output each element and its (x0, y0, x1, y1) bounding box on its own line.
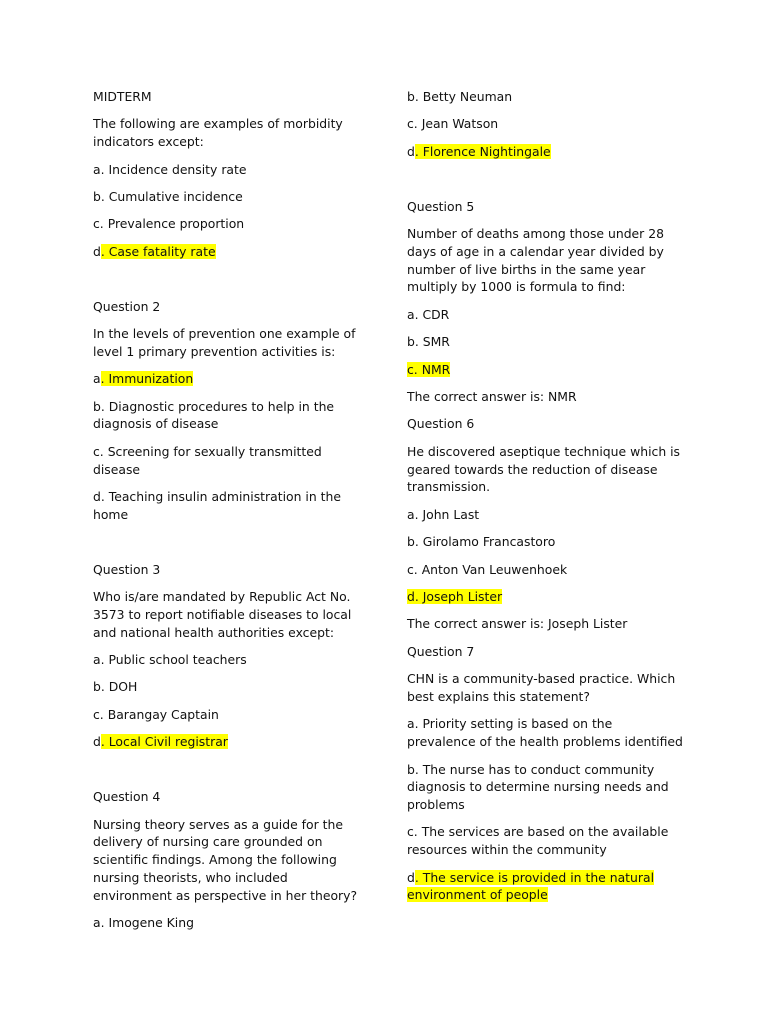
question-6-option-a: a. John Last (407, 506, 480, 522)
question-1-option-b: b. Cumulative incidence (93, 188, 243, 204)
question-2-option-a (93, 370, 369, 388)
question-6-text: He discovered aseptique technique which is geared towards the reduction of disease transmission. (407, 443, 681, 495)
highlighted-answer: c. NMR (407, 361, 451, 377)
spacer (93, 533, 369, 561)
question-3-option-a: a. Public school teachers (93, 652, 247, 668)
question-6-heading: Question 6 (407, 416, 475, 432)
highlighted-answer: . Case fatality rate (100, 243, 216, 259)
option-letter: d (407, 143, 415, 159)
question-7-option-b: b. The nurse has to conduct community diagnosis to determine nursing needs and problems (407, 761, 669, 813)
question-5-text: Number of deaths among those under 28 days of age in a calendar year divided by number of live births in the same year multiply by 1000 is formula to find: (407, 226, 664, 295)
question-3-option-b: b. DOH (93, 679, 138, 695)
spacer (93, 270, 369, 298)
question-2-text: In the levels of prevention one example of level 1 primary prevention activities is: (93, 326, 356, 359)
question-2-option-c: c. Screening for sexually transmitted disease (93, 443, 322, 477)
question-2-option-d: d. Teaching insulin administration in the home (93, 488, 341, 522)
question-5-option-b: b. SMR (407, 334, 450, 350)
question-4-text: Nursing theory serves as a guide for the delivery of nursing care grounded on scientific findings. Among the following nursing theorists, who included environment as perspective in her theory? (93, 816, 358, 903)
question-7-option-a: a. Priority setting is based on the prevalence of the health problems identified (407, 716, 683, 750)
highlighted-answer: d. Joseph Lister (407, 588, 503, 604)
question-6-option-c: c. Anton Van Leuwenhoek (407, 561, 568, 577)
question-5-option-c (407, 361, 683, 379)
document-title: MIDTERM (93, 89, 152, 104)
question-7-text: CHN is a community-based practice. Which best explains this statement? (407, 671, 676, 704)
question-6-correct-answer: The correct answer is: Joseph Lister (407, 616, 628, 632)
question-7-option-d (407, 869, 683, 905)
question-1-text: The following are examples of morbidity indicators except: (93, 116, 343, 150)
left-column (93, 88, 369, 941)
spacer (407, 170, 683, 198)
question-3-option-c: c. Barangay Captain (93, 706, 219, 722)
question-5-heading: Question 5 (407, 198, 475, 214)
question-6-option-d (407, 588, 683, 606)
question-4-heading: Question 4 (93, 789, 161, 805)
question-2-heading: Question 2 (93, 298, 161, 314)
question-4-option-d (407, 143, 683, 161)
spacer (93, 761, 369, 789)
right-column (407, 88, 683, 914)
highlighted-answer: . The service is provided in the natural environment of people (407, 869, 655, 903)
question-5-option-a: a. CDR (407, 306, 450, 322)
option-letter: a (93, 371, 101, 387)
highlighted-answer: . Florence Nightingale (414, 143, 551, 159)
option-letter: d (407, 869, 415, 885)
question-3-text: Who is/are mandated by Republic Act No. 3573 to report notifiable diseases to local and national health authorities except: (93, 589, 352, 640)
highlighted-answer: . Immunization (100, 371, 194, 387)
question-1-option-c: c. Prevalence proportion (93, 216, 245, 232)
question-7-heading: Question 7 (407, 643, 475, 659)
question-4-option-c: c. Jean Watson (407, 116, 499, 132)
question-3-option-d (93, 733, 369, 751)
question-7-option-c: c. The services are based on the available resources within the community (407, 824, 669, 858)
option-letter: d (93, 243, 101, 259)
question-1-option-d (93, 243, 369, 261)
question-2-option-b: b. Diagnostic procedures to help in the diagnosis of disease (93, 398, 335, 432)
highlighted-answer: . Local Civil registrar (100, 734, 228, 750)
question-3-heading: Question 3 (93, 561, 161, 577)
question-4-option-b: b. Betty Neuman (407, 89, 513, 104)
question-5-correct-answer: The correct answer is: NMR (407, 389, 577, 405)
question-6-option-b: b. Girolamo Francastoro (407, 534, 556, 550)
option-letter: d (93, 734, 101, 750)
question-4-option-a: a. Imogene King (93, 915, 194, 931)
question-1-option-a: a. Incidence density rate (93, 161, 247, 177)
